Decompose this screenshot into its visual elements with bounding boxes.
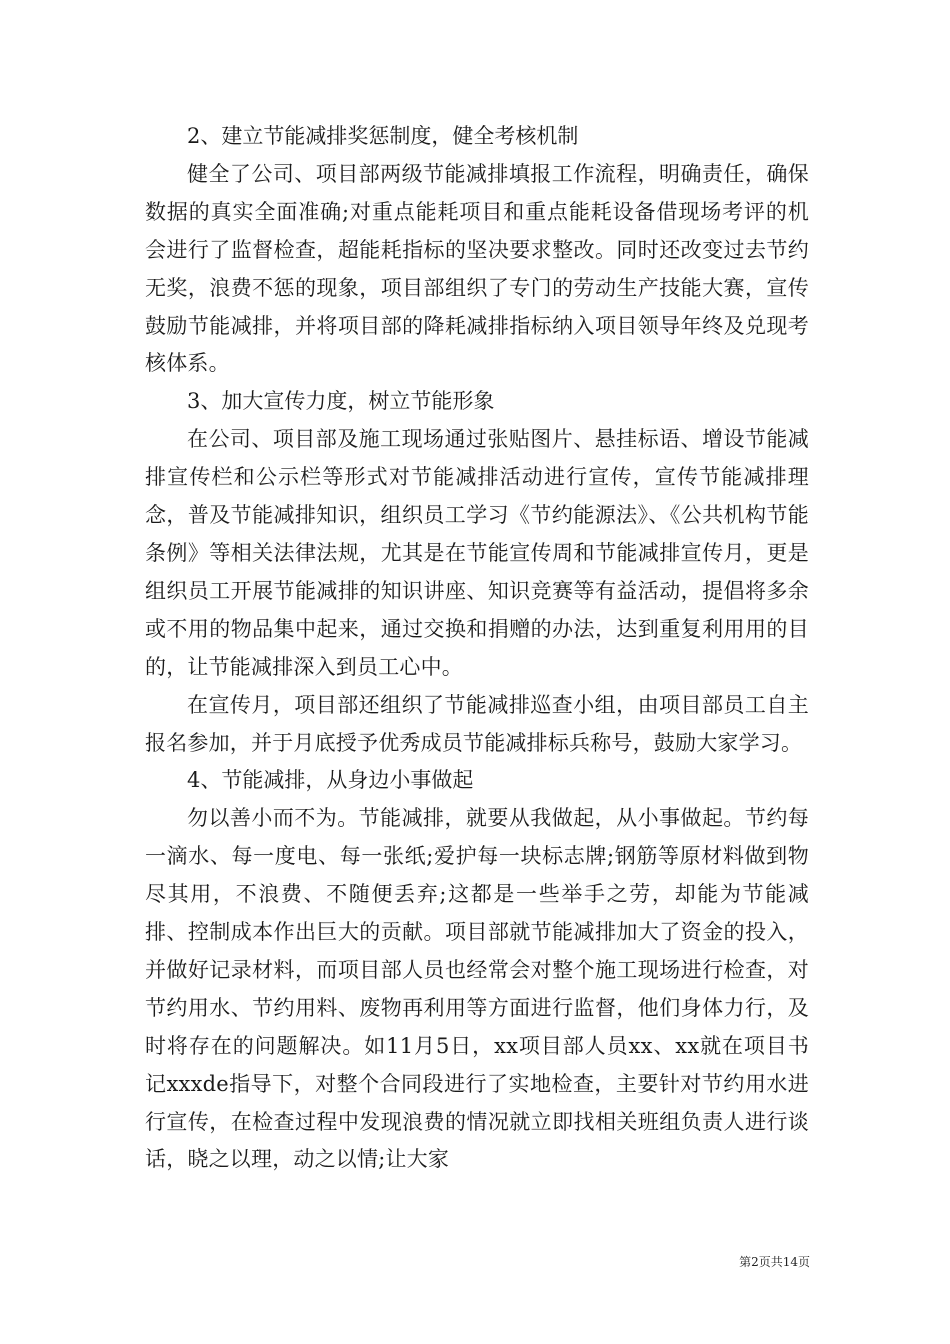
section-heading-3: 3、加大宣传力度，树立节能形象 [187,389,495,414]
paragraph: 勿以善小而不为。节能减排，就要从我做起，从小事做起。节约每一滴水、每一度电、每一张纸;爱护每一块标志牌;钢筋等原材料做到物尽其用，不浪费、不随便丢弃;这都是一些举手之劳，却能为节能减排、控制成本作出巨大的贡献。项目部就节能减排加大了资金的投入，并做好记录材料，而项目部人员也经常会对整个施工现场进行检查，对节约用水、节约用料、废物再利用等方面进行监督，他们身体力行，及时将存在的问题解决。如11月5日，xx项目部人员xx、xx就在项目书记xxxde指导下，对整个合同段进行了实地检查，主要针对节约用水进行宣传，在检查过程中发现浪费的情况就立即找相关班组负责人进行谈话，晓之以理，动之以情;让大家 [145,806,809,1172]
paragraph: 在宣传月，项目部还组织了节能减排巡查小组，由项目部员工自主报名参加，并于月底授予优秀成员节能减排标兵称号，鼓励大家学习。 [145,692,809,755]
document-body [145,118,809,1179]
section-heading-2: 2、建立节能减排奖惩制度，健全考核机制 [187,124,579,148]
section-heading-4: 4、节能减排，从身边小事做起 [187,768,474,793]
page-number-footer: 第2页共14页 [739,1255,810,1269]
paragraph: 健全了公司、项目部两级节能减排填报工作流程，明确责任，确保数据的真实全面准确;对重点能耗项目和重点能耗设备借现场考评的机会进行了监督检查，超能耗指标的坚决要求整改。同时还改变过去节约无奖，浪费不惩的现象，项目部组织了专门的劳动生产技能大赛，宣传鼓励节能减排，并将项目部的降耗减排指标纳入项目领导年终及兑现考核体系。 [145,161,809,376]
paragraph: 在公司、项目部及施工现场通过张贴图片、悬挂标语、增设节能减排宣传栏和公示栏等形式对节能减排活动进行宣传，宣传节能减排理念，普及节能减排知识，组织员工学习《节约能源法》、《公共机构节能条例》等相关法律法规，尤其是在节能宣传周和节能减排宣传月，更是组织员工开展节能减排的知识讲座、知识竞赛等有益活动，提倡将多余或不用的物品集中起来，通过交换和捐赠的办法，达到重复利用用的目的，让节能减排深入到员工心中。 [145,427,809,679]
